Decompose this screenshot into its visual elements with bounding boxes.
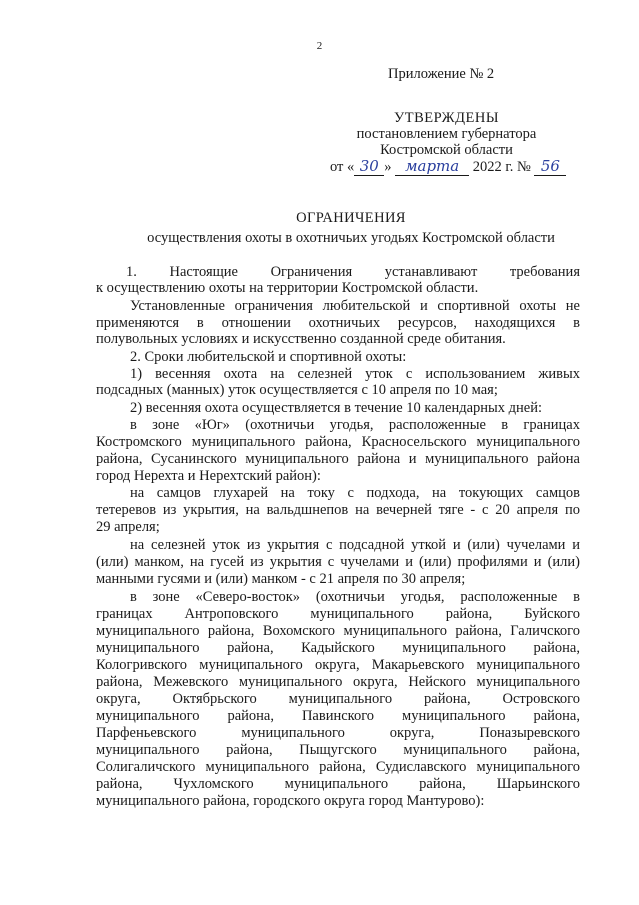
appendix-label: Приложение № 2 [388,66,495,82]
body-line: на селезней уток из укрытия с подсадной уткой и (или) чучелами и [130,537,580,553]
body-line: муниципального района, Вохомского муниципального района, Галичского [96,623,580,639]
body-line: района, Межевского муниципального округа, Нейского муниципального [96,674,580,690]
body-line: полувольных условиях и искусственно созданной среде обитания. [96,331,506,347]
date-year: 2022 г. № [472,159,531,175]
approval-line-2: Костромской области [380,142,513,158]
body-line: границах Антроповского муниципального района, Буйского [96,606,580,622]
body-line: Установленные ограничения любительской и спортивной охоты не [130,298,580,314]
page-number: 2 [316,40,323,52]
body-line: Солигаличского муниципального района, Судиславского муниципального [96,759,580,775]
body-line: 1. Настоящие Ограничения устанавливают требования [126,264,580,280]
body-line: округа, Октябрьского муниципального района, Островского [96,691,580,707]
body-line: подсадных (манных) уток осуществляется с 10 апреля по 10 мая; [96,382,498,398]
body-line: района, Чухломского муниципального района, Шарьинского [96,776,580,792]
approval-line-1: постановлением губернатора [356,126,537,142]
body-line: муниципального района, Кадыйского муниципального района, [96,640,580,656]
handwritten-number: 56 [534,157,566,176]
approval-date-line [330,157,566,176]
body-line: к осуществлению охоты на территории Костромской области. [96,280,479,296]
body-line: в зоне «Юг» (охотничьи угодья, расположенные в границах [130,417,580,433]
document-subtitle: осуществления охоты в охотничьих угодьях Костромской области [147,230,555,246]
body-line: в зоне «Северо-восток» (охотничьи угодья, расположенные в [130,589,580,605]
document-title: ОГРАНИЧЕНИЯ [296,210,406,226]
date-mid: » [384,159,392,175]
body-line: муниципального района, городского округа город Мантурово): [96,793,485,809]
body-line: 29 апреля; [96,519,160,535]
body-line: Костромского муниципального района, Красносельского муниципального [96,434,580,450]
body-line: 1) весенняя охота на селезней уток с использованием живых [130,366,580,382]
handwritten-day: 30 [354,157,384,176]
handwritten-month: марта [395,157,469,176]
body-line: Парфеньевского муниципального округа, Поназыревского [96,725,580,741]
approval-heading: УТВЕРЖДЕНЫ [393,110,500,126]
body-line: Кологривского муниципального округа, Макарьевского муниципального [96,657,580,673]
date-prefix: от « [330,159,355,175]
body-line: на самцов глухарей на току с подхода, на токующих самцов [130,485,580,501]
body-line: района, Сусанинского муниципального района и муниципального района [96,451,580,467]
body-line: 2) весенняя охота осуществляется в течение 10 календарных дней: [130,400,543,416]
body-line: тетеревов из укрытия, на вальдшнепов на вечерней тяге - с 20 апреля по [96,502,580,518]
body-line: (или) манком, на гусей из укрытия с чучелами и (или) профилями и (или) [96,554,580,570]
body-line: манными гусями и (или) манком - с 21 апреля по 30 апреля; [96,571,466,587]
body-line: применяются в отношении охотничьих ресурсов, находящихся в [96,315,580,331]
body-line: 2. Сроки любительской и спортивной охоты: [130,349,407,365]
body-line: муниципального района, Павинского муниципального района, [96,708,580,724]
body-line: муниципального района, Пыщугского муниципального района, [96,742,580,758]
body-line: город Нерехта и Нерехтский район): [96,468,321,484]
